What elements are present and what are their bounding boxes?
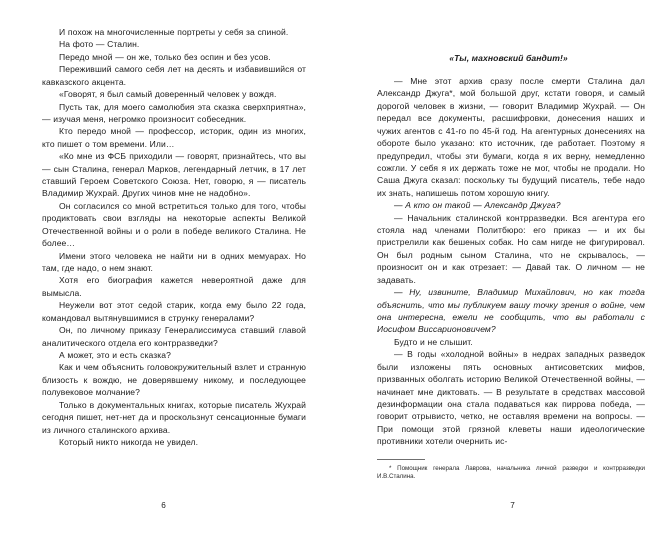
paragraph: Как и чем объяснить головокружительный взлет и странную близость к вождю, не доверявшему никому, и последующее полувековое молчание?: [42, 362, 306, 398]
paragraph: На фото — Сталин.: [59, 39, 140, 50]
left-page-textblock: [42, 26, 306, 448]
right-page: [335, 0, 670, 540]
paragraph: Имени этого человека не найти ни в одних мемуарах. Но там, где надо, о нем знают.: [42, 250, 306, 274]
paragraph: — В годы «холодной войны» в недрах западных разведок были изложены пять основных антисоветских мифов, призванных оболгать историю Великой Отечественной войны, — начинает мне диктовать. — В результате в средствах массовой дезинформации она стала подаваться как пиррова победа, — говорит отрывисто, четко, не оставляя времени на вопросы. — При помощи этой грязной клеветы наши идеологические противники хотели очернить ис-: [377, 349, 645, 447]
paragraph: Будто и не слышит.: [394, 336, 473, 347]
paragraph: Он согласился со мной встретиться только для того, чтобы продиктовать свои взгляды на некоторые аспекты Великой Отечественной войны и о роли в победе великого Сталина. Не более…: [42, 200, 306, 249]
paragraph: — Начальник сталинской контрразведки. Вся агентура его стояла над членами Политбюро: его приказ — и их бы пристрелили как бешеных собак. Но сам нигде не фигурировал. Он был родным сыном Сталина, что не скрывалось, — произносит он и как отрезает: — Давай так. О личном — не задавать.: [377, 212, 645, 285]
paragraph: А может, это и есть сказка?: [59, 349, 171, 360]
paragraph: Который никто никогда не увидел.: [59, 436, 199, 447]
page-number: 6: [161, 501, 166, 510]
paragraph: Передо мной — он же, только без оспин и без усов.: [59, 51, 271, 62]
page-number: 7: [510, 501, 515, 510]
paragraph: Переживший самого себя лет на десять и избавившийся от кавказского акцента.: [42, 64, 306, 87]
paragraph: Неужели вот этот седой старик, когда ему было 22 года, командовал вытянувшимися в струнку генералами?: [42, 300, 306, 323]
paragraph: Он, по личному приказу Генералиссимуса ставший главой аналитического отдела его контрразведки?: [42, 325, 306, 348]
footnote-block: [377, 459, 645, 482]
paragraph-question: — Ну, извините, Владимир Михайлович, но как тогда объяснить, что мы публикуем вашу точку зрения о войне, чем она интересна, ежели не сообщить, что вы работали с Иосифом Виссарионовичем?: [377, 287, 645, 335]
paragraph: — Мне этот архив сразу после смерти Сталина дал Александр Джуга*, мой большой друг, кстати говоря, и самый дорогой человек в жизни, — говорит Владимир Жухрай. — Он передал все документы, расшифровки, донесения наших и чужих агентов с 41-го по 45-й год. На агентурных донесениях на обороте было указано: кто источник, где работает. Поэтому я предупредил, чтобы эти бумаги, когда я их верну, немедленно сожгли. У себя я их держать тоже не мог, чтобы не продали. Но Саша Джуга сказал: поскольку ты будущий писатель, тебе надо их знать, напишешь потом хорошую книгу.: [377, 76, 645, 198]
footnote-separator: [377, 459, 425, 460]
footnote-text: * Помощник генерала Лаврова, начальника личной разведки и контрразведки И.В.Сталина.: [377, 464, 645, 481]
paragraph: «Ко мне из ФСБ приходили — говорят, признайтесь, что вы — сын Сталина, генерал Марков, легендарный летчик, в 17 лет ставший Героем Советского Союза. Нет, говорю, я — писатель Владимир Жухрай. Других чинов мне не надобно».: [42, 151, 306, 199]
right-page-textblock: [377, 75, 645, 448]
paragraph: «Говорят, я был самый доверенный человек у вождя.: [59, 89, 277, 100]
heading-spacer: [377, 26, 640, 52]
paragraph: Кто передо мной — профессор, историк, один из многих, кто пишет о том времени. Или…: [42, 126, 306, 149]
paragraph: Только в документальных книгах, которые писатель Жухрай сегодня пишет, нет-нет да и проскользнут сенсационные бумаги из личного сталинского архива.: [42, 399, 306, 435]
paragraph: Пусть так, для моего самолюбия эта сказка сверхприятна», — изучая меня, негромко произносит собеседник.: [42, 101, 306, 124]
paragraph-question: — А кто он такой — Александр Джуга?: [394, 200, 561, 211]
paragraph: И похож на многочисленные портреты у себя за спиной.: [59, 27, 289, 37]
chapter-heading: «Ты, махновский бандит!»: [449, 53, 568, 63]
paragraph: Хотя его биография кажется невероятной даже для вымысла.: [42, 275, 306, 298]
